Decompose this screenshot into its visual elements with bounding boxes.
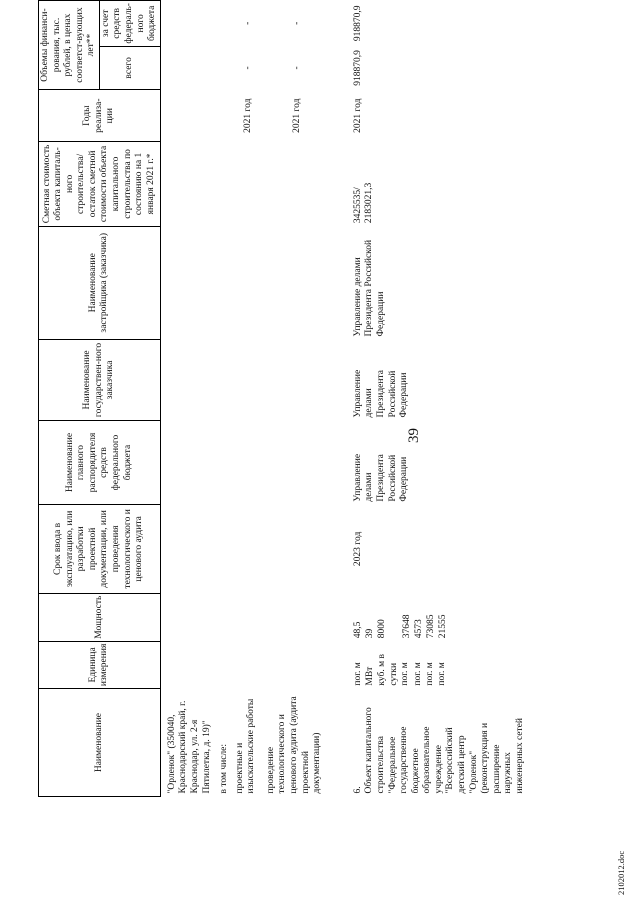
header-state-customer: Наименование государствен-ного заказчика: [39, 339, 161, 420]
unit-6: пог. м: [424, 662, 435, 686]
capacity-6: 73085: [425, 614, 436, 639]
prev-audit-year: 2021 год: [292, 98, 303, 133]
prev-design-total: -: [242, 66, 253, 70]
capacity-3: 8000: [377, 619, 388, 639]
header-total: всего: [99, 46, 160, 89]
item-6-deadline: 2023 год: [352, 531, 363, 567]
header-capacity: Мощность: [39, 593, 161, 641]
prev-design-year: 2021 год: [242, 98, 253, 133]
item-6-developer: Управление делами Президента Российской Федерации: [352, 239, 386, 337]
prev-item-including: в том числе:: [219, 743, 230, 794]
item-6-year: 2021 год: [352, 98, 363, 133]
item-6-state-customer: Управление делами Президента Российской Федерации: [352, 369, 410, 418]
continued-item-description: [160, 689, 349, 797]
item-6-federal: 918870,9: [352, 5, 363, 42]
item-6-estimated-cost: 3425535/ 2183021,3: [352, 182, 375, 224]
header-unit: Единица измерения: [39, 641, 161, 688]
capacity-1: 48,5: [352, 621, 363, 639]
item-6-number: 6.: [352, 786, 363, 794]
prev-audit-federal: -: [292, 21, 303, 25]
prev-item-address: "Орленок" (350040, Краснодарский край, г. Краснодар, ул. 2-я Пятилетка, д. 19)": [166, 700, 212, 794]
investment-objects-table: [38, 0, 526, 797]
header-main-manager: Наименование главного распорядителя средств федерального бюджета: [39, 420, 161, 504]
item-6-units: [349, 641, 527, 688]
header-years: Годы реализа-ции: [39, 90, 161, 142]
unit-7: пог. м: [436, 662, 447, 686]
prev-item-federal: [160, 1, 349, 47]
header-deadline: Срок ввода в эксплуатацию, или разработки проектной документации, или проведения технологического и ценового аудита: [39, 505, 161, 594]
header-funding-volume: Объемы финанси-рования, тыс. рублей, в ценах соответст-вующих лет**: [39, 1, 100, 90]
item-6-name: Объект капитального строительства "Федеральное государственное бюджетное образовательное учреждение "Всероссийский детский центр "Орленок" (реконструкция и расширение наружных инженерных сетей: [364, 707, 525, 794]
page-number: 39: [406, 428, 422, 443]
prev-audit-total: -: [292, 66, 303, 70]
header-estimated-cost: Сметная стоимость объекта капиталь-ного строительства/ остаток сметной стоимости объекта капитального строительства по состоянию на 1 января 2021 г.*: [39, 142, 161, 226]
header-federal-budget: за счет средств федераль-ного бюджета: [99, 1, 160, 47]
item-6-main-manager: Управление делами Президента Российской Федерации: [352, 453, 410, 502]
unit-5: пог. м: [412, 662, 423, 686]
unit-3: куб. м в сутки: [377, 654, 399, 686]
item-6-total: 918870,9: [352, 50, 363, 86]
footer-code: 2102012.doc: [616, 850, 626, 895]
header-row-1: [39, 1, 100, 797]
prev-item-design-works: проектные и изыскательские работы: [234, 698, 257, 794]
header-name: Наименование: [39, 689, 161, 797]
item-6-row: [349, 1, 527, 797]
capacity-7: 21555: [438, 614, 449, 639]
prev-design-federal: -: [242, 21, 253, 25]
capacity-4: 37648: [401, 614, 412, 639]
prev-item-audit: проведение технологического и ценового аудита (аудита проектной документации): [265, 696, 323, 794]
unit-2: МВт: [364, 666, 375, 686]
header-developer: Наименование застройщика (заказчика): [39, 226, 161, 339]
unit-1: пог. м: [352, 662, 363, 686]
prev-item-totals: [160, 46, 349, 89]
continued-item-row: [160, 1, 349, 797]
capacity-5: 4573: [413, 619, 424, 639]
item-6-capacities: [349, 593, 527, 641]
item-6-name-cell: [349, 689, 527, 797]
capacity-2: 39: [364, 628, 375, 639]
prev-item-years: [160, 90, 349, 142]
unit-4: пог. м: [400, 662, 411, 686]
